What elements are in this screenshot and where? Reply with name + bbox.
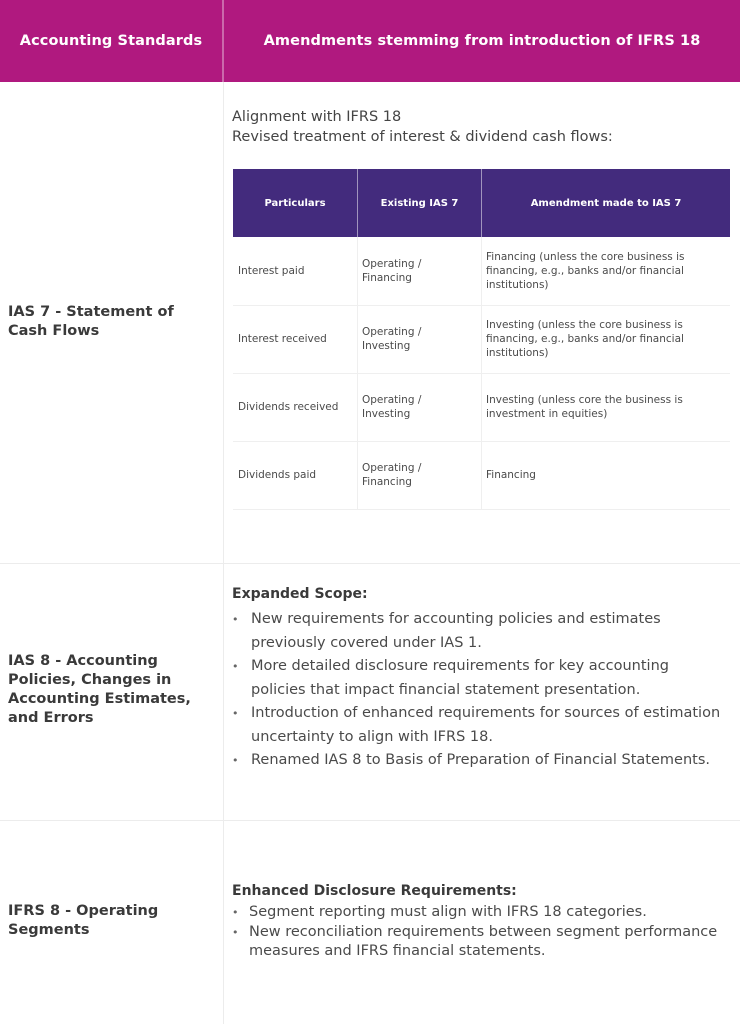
standard-ias8: IAS 8 - Accounting Policies, Changes in Accounting Estimates, and Errors <box>8 653 191 726</box>
cell-particulars: Dividends paid <box>238 469 317 481</box>
bullet-icon: • <box>232 660 239 673</box>
cell-particulars: Interest paid <box>238 265 305 277</box>
cell-amendment: Financing <box>486 469 536 481</box>
bullet-icon: • <box>232 925 239 939</box>
header-accounting-standards: Accounting Standards <box>19 33 203 49</box>
ias8-section-title: Expanded Scope: <box>232 586 368 602</box>
list-item: • More detailed disclosure requirements for key accounting policies that impact financial statement presentation. <box>232 655 722 702</box>
bullet-icon: • <box>232 906 239 919</box>
cell-existing: Operating / Financing <box>362 258 422 284</box>
row-divider <box>0 820 740 821</box>
cell-amendment: Investing (unless the core business is financing, e.g., banks and/or financial institutions) <box>486 319 684 359</box>
table-row <box>233 237 730 305</box>
row-divider <box>0 563 740 564</box>
cell-existing: Operating / Investing <box>362 326 422 352</box>
th-amendment: Amendment made to IAS 7 <box>530 197 682 209</box>
th-particulars: Particulars <box>264 197 326 209</box>
ifrs8-section-title: Enhanced Disclosure Requirements: <box>232 883 517 899</box>
ias7-intro-line1: Alignment with IFRS 18 <box>232 109 402 125</box>
table-header <box>0 0 740 82</box>
row-line <box>233 509 730 510</box>
cell-particulars: Dividends received <box>238 401 339 413</box>
column-divider <box>223 82 224 1024</box>
cell-existing: Operating / Financing <box>362 462 422 488</box>
cash-flow-table-header <box>233 169 730 237</box>
ias8-bullet-list <box>232 608 722 773</box>
cell-amendment: Financing (unless the core business is financing, e.g., banks and/or financial institutions) <box>486 251 685 291</box>
list-item: • New requirements for accounting policies and estimates previously covered under IAS 1. <box>232 608 722 655</box>
cell-existing: Operating / Investing <box>362 394 422 420</box>
list-item: • Introduction of enhanced requirements for sources of estimation uncertainty to align with IFRS 18. <box>232 702 722 749</box>
ifrs8-bullet-list <box>232 903 722 962</box>
list-item: • Segment reporting must align with IFRS 18 categories. <box>232 903 722 923</box>
list-item: • New reconciliation requirements between segment performance measures and IFRS financial statements. <box>232 923 718 959</box>
cell-amendment: Investing (unless core the business is investment in equities) <box>486 394 683 420</box>
bullet-icon: • <box>232 707 239 720</box>
cell-particulars: Interest received <box>238 333 327 345</box>
header-amendments: Amendments stemming from introduction of IFRS 18 <box>263 33 701 49</box>
table-row <box>233 441 730 509</box>
standard-ias7: IAS 7 - Statement of Cash Flows <box>8 304 174 339</box>
th-existing-ias7: Existing IAS 7 <box>380 197 459 209</box>
standard-ifrs8: IFRS 8 - Operating Segments <box>8 903 159 938</box>
bullet-icon: • <box>232 613 239 626</box>
ias7-intro-line2: Revised treatment of interest & dividend cash flows: <box>232 129 613 145</box>
list-item: • Renamed IAS 8 to Basis of Preparation of Financial Statements. <box>232 749 722 773</box>
table-row <box>233 373 730 441</box>
bullet-icon: • <box>232 754 239 767</box>
table-row <box>233 305 730 373</box>
